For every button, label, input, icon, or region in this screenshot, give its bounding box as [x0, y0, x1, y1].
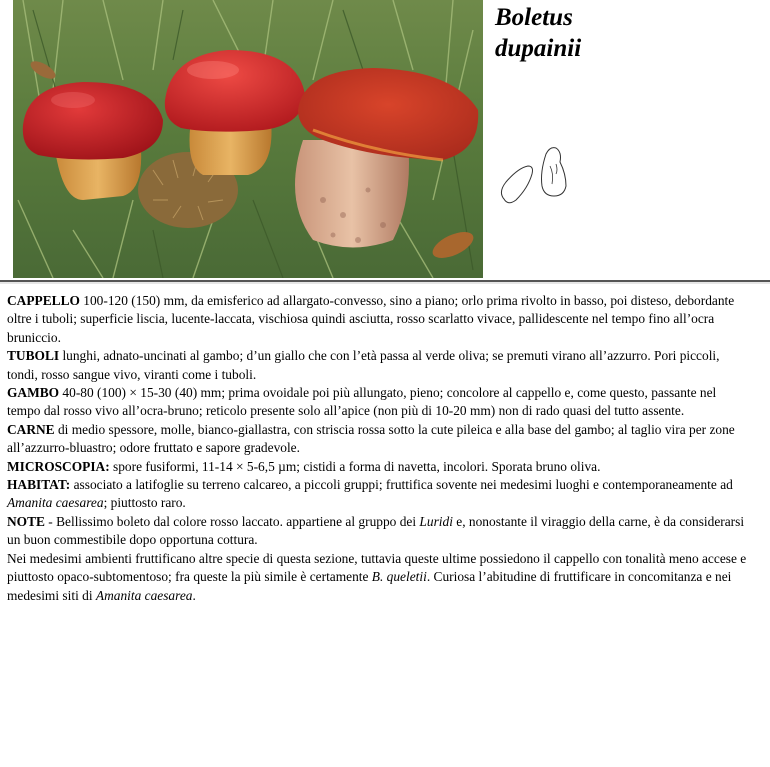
section-microscopia	[7, 458, 752, 476]
section-text: di medio spessore, molle, bianco-giallastra, con striscia rossa sotto la cute pileica e alla base del gambo; al taglio vira per zone all’azzurro-bluastro; odore fruttato e sapore gradevole.	[7, 421, 735, 456]
section-text: ; piuttosto raro.	[103, 495, 186, 511]
species-title-epithet: dupainii	[495, 35, 582, 62]
section-text: 40-80 (100) × 15-30 (40) mm; prima ovoidale poi più allungato, pieno; concolore al cappello e, come questo, passante nel tempo dal rosso vivo all’ocra-bruno; reticolo presente solo all’apice (non più di 10-20 mm) non di rado quasi del tutto assente.	[7, 385, 717, 419]
section-habitat	[7, 476, 752, 513]
section-heading: CARNE	[7, 421, 55, 437]
section-gambo	[7, 384, 752, 421]
species-title-genus: Boletus	[495, 4, 573, 31]
section-cappello	[7, 292, 752, 347]
section-text: - Bellissimo boleto dal colore rosso laccato. appartiene al gruppo dei	[44, 513, 420, 529]
section-carne	[7, 421, 752, 458]
species-title	[495, 2, 581, 64]
divider	[0, 280, 770, 284]
section-text: . Curiosa l’abitudine di fruttificare in concomitanza e nei medesimi siti di	[7, 569, 732, 603]
section-text: lunghi, adnato-uncinati al gambo; d’un giallo che con l’età passa al verde oliva; se premuti virano all’azzurro. Pori piccoli, tondi, rosso sangue vivo, viranti come i tuboli.	[7, 348, 720, 382]
mushroom-photo	[13, 0, 483, 278]
section-text: .	[192, 587, 196, 603]
section-heading: HABITAT:	[7, 477, 71, 493]
section-italic: B. queletii	[371, 569, 427, 585]
section-text: spore fusiformi, 11-14 × 5-6,5 µm; cistidi a forma di navetta, incolori. Sporata bruno oliva.	[109, 458, 601, 474]
section-heading: MICROSCOPIA:	[7, 458, 110, 474]
section-text: Nei medesimi ambienti fruttificano altre specie di questa sezione, tuttavia queste ultime possiedono il cappello con tonalità meno accese e piuttosto opaco-subtomentoso; fra queste la più simile è certamente	[7, 550, 747, 585]
section-italic: Amanita caesarea	[7, 495, 104, 511]
section-text: e, nonostante il viraggio della carne, è da considerarsi un buon commestibile dopo opportuna cottura.	[7, 513, 745, 548]
section-text: associato a latifoglie su terreno calcareo, a piccoli gruppi; fruttifica sovente nei medesimi luoghi e contemporaneamente ad	[70, 477, 733, 493]
section-text: 100-120 (150) mm, da emisferico ad allargato-convesso, sino a piano; orlo prima rivolto in basso, poi disteso, debordante oltre i tuboli; superficie liscia, lucente-laccata, vischiosa quindi asciutta, rosso scarlatto vivace, pallidescente nel tempo fino all’ocra bruniccio.	[7, 293, 735, 345]
section-heading: CAPPELLO	[7, 293, 80, 308]
section-tuboli	[7, 347, 752, 384]
section-italic: Amanita caesarea	[95, 587, 193, 603]
section-heading: GAMBO	[7, 385, 60, 401]
section-heading: NOTE	[7, 513, 45, 529]
section-heading: TUBOLI	[7, 348, 60, 364]
section-italic: Luridi	[419, 513, 453, 529]
species-description	[7, 292, 752, 605]
section-extra	[7, 550, 752, 605]
section-note	[7, 513, 752, 550]
spore-cystidia-sketch	[494, 144, 574, 214]
